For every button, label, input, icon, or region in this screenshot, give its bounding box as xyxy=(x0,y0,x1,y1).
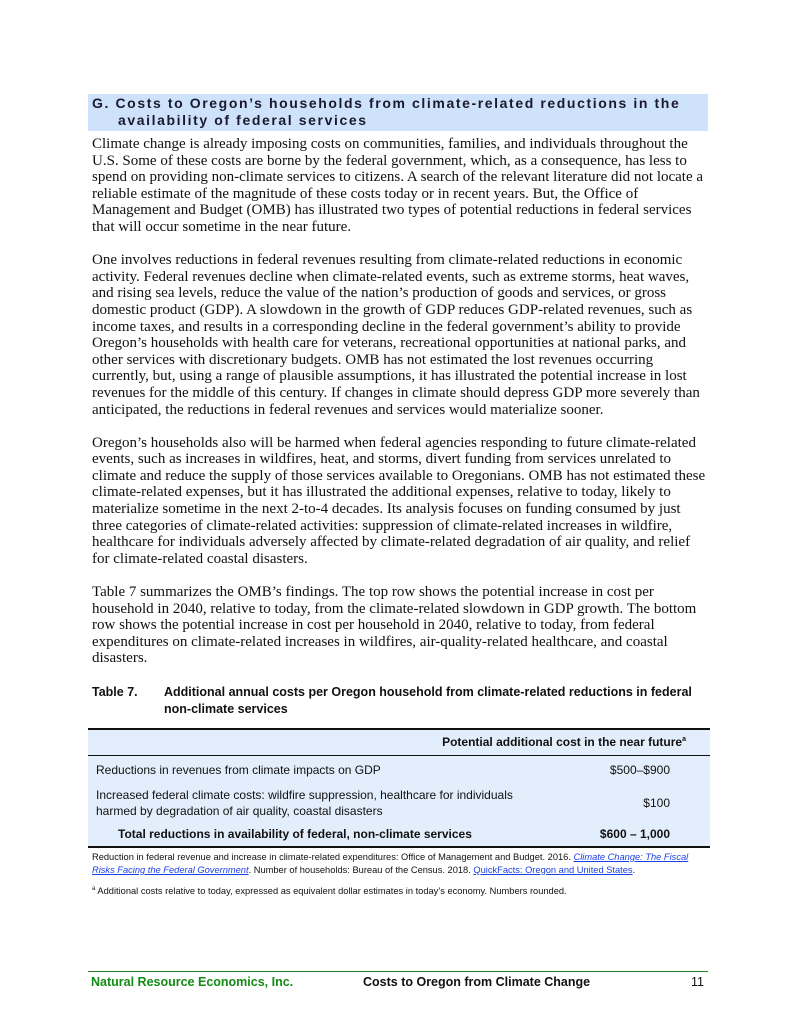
heading-line-2: availability of federal services xyxy=(118,112,368,128)
section-heading xyxy=(88,94,708,131)
source-text: . xyxy=(632,864,636,875)
body-text xyxy=(92,136,710,667)
paragraph: Climate change is already imposing costs on communities, families, and individuals throughout the U.S. Some of these costs are borne by the federal government, which, as a consequence, has less to spend on providing non-climate services to citizens. A search of the relevant literature did not locate a reliable estimate of the magnitude of these costs today or in recent years. But, the Office of Management and Budget (OMB) has illustrated two types of potential reductions in federal services that will occur sometime in the near future. xyxy=(92,136,704,235)
column-header xyxy=(88,729,710,756)
footnote-marker: a xyxy=(92,885,96,892)
paragraph: Oregon’s households also will be harmed when federal agencies responding to future climate-related events, such as increases in wildfires, heat, and storms, divert funding from services unrelated to climate and reduce the supply of those services available to Oregonians. OMB has not estimated these climate-related expenses, but it has illustrated the additional expenses, relative to today, likely to materialize sometime in the next 2-to-4 decades. Its analysis focuses on funding consumed by just three categories of climate-related activities: suppression of climate-related increases in wildfire, healthcare for individuals adversely affected by climate-related degradation of air quality, and relief for climate-related coastal disasters. xyxy=(92,434,706,567)
footnote-text: Additional costs relative to today, expressed as equivalent dollar estimates in today’s economy. Numbers rounded. xyxy=(95,885,567,896)
page-number: 11 xyxy=(691,975,704,989)
costs-table xyxy=(88,728,710,848)
content-column xyxy=(88,94,710,898)
heading-line-1: G. Costs to Oregon’s households from climate-related reductions in the xyxy=(92,95,681,111)
table-source xyxy=(92,851,710,877)
source-text: . Number of households: Bureau of the Census. 2018. xyxy=(248,864,474,875)
source-text: Reduction in federal revenue and increase in climate-related expenditures: Office of Management and Budget. 2016. xyxy=(92,851,574,862)
row-label: Reductions in revenues from climate impacts on GDP xyxy=(96,762,381,777)
row-value: $500–$900 xyxy=(609,762,670,777)
paragraph: Table 7 summarizes the OMB’s findings. The top row shows the potential increase in cost per household in 2040, relative to today, from the climate-related slowdown in GDP growth. The bottom row shows the potential increase in cost per household in 2040, relative to today, from federal expenditures on climate-related increases in wildfires, air-quality-related healthcare, and coastal disasters. xyxy=(92,584,697,667)
table-row xyxy=(88,784,710,822)
table-caption xyxy=(92,684,702,718)
paragraph: One involves reductions in federal revenues resulting from climate-related reductions in economic activity. Federal revenues decline when climate-related events, such as extreme storms, heat waves, and rising sea levels, reduce the value of the nation’s production of goods and services, or gross domestic product (GDP). A slowdown in the growth of GDP reduces GDP-related revenues, such as income taxes, and results in a corresponding decline in the federal government’s ability to provide Oregon’s households with health care for veterans, recreational opportunities at national parks, and other services with discretionary budgets. OMB has not estimated the lost revenues occurring currently, but, using a range of plausible assumptions, it has illustrated the potential increase in lost revenues for the middle of this century. If changes in climate should depress GDP more severely than anticipated, the reductions in federal revenues and services would materialize sooner. xyxy=(92,252,700,418)
table-row xyxy=(88,755,710,784)
table-footnote xyxy=(92,883,710,898)
quickfacts-link[interactable]: QuickFacts: Oregon and United States xyxy=(473,864,633,875)
total-row xyxy=(88,822,710,847)
page-footer xyxy=(88,971,708,992)
column-header-text: Potential additional cost in the near future xyxy=(442,735,683,750)
total-value: $600 – 1,000 xyxy=(599,826,670,841)
table-label: Table 7. xyxy=(92,684,138,699)
footer-title: Costs to Oregon from Climate Change xyxy=(363,975,591,989)
footnote-marker: a xyxy=(682,736,686,744)
omb-report-link[interactable]: Climate Change: The Fiscal Risks Facing the Federal Government xyxy=(92,851,689,875)
row-value: $100 xyxy=(643,795,670,810)
row-label: Increased federal climate costs: wildfire suppression, healthcare for individuals harmed by degradation of air quality, coastal disasters xyxy=(96,787,513,818)
table-caption-text: Additional annual costs per Oregon household from climate-related reductions in federal non-climate services xyxy=(164,684,692,716)
total-label: Total reductions in availability of federal, non-climate services xyxy=(118,826,472,841)
footer-org: Natural Resource Economics, Inc. xyxy=(91,975,294,989)
